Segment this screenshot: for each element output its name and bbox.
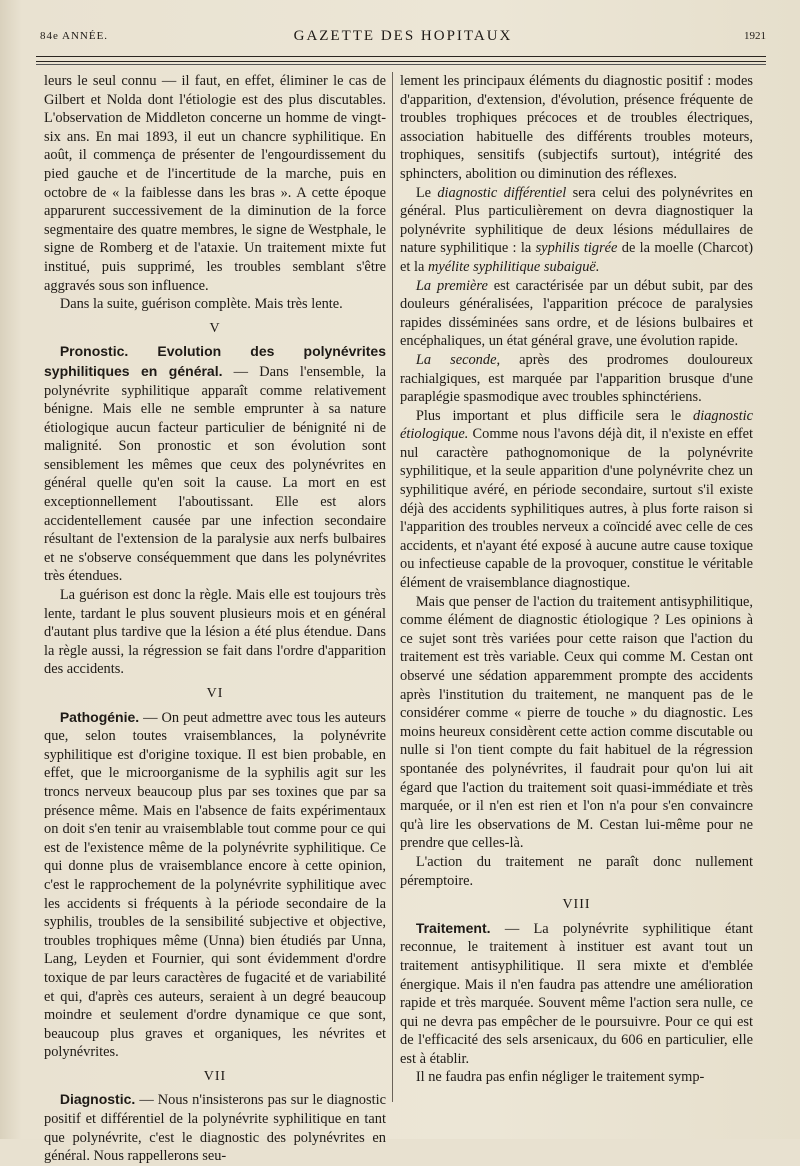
- italic-term: La première: [415, 277, 488, 294]
- paragraph: lement les principaux éléments du diagnostic positif : modes d'apparition, d'extension, d'évolution, présence fréquente de troubles trophiques précoces et de troubles électriques, association habituelle des différents troubles moteurs, trophiques, sensitifs (subjectifs surtout), intégrité des sphincters, abolition ou diminution des réflexes.: [400, 73, 753, 182]
- header-rule: [36, 56, 766, 62]
- paragraph-text: — Nous n'insisterons pas sur le diagnostic positif et différentiel de la polynévrite syphilitique en tant que polynévrite, c'est le diagnostic des polynévrites en général. Nous rappellerons seu-: [44, 1092, 386, 1165]
- section-heading: Diagnostic.: [59, 1091, 136, 1108]
- text: sera celui des polynévrites en général. Plus particulièrement on devra diagnostiquer la polynévrite syphilitique de deux lésions médullaires de nature syphilitique : la: [400, 184, 753, 257]
- section-paragraph: [400, 919, 753, 1069]
- section-heading: Traitement.: [415, 919, 491, 936]
- section-number: VI: [206, 686, 224, 701]
- section-paragraph: [44, 708, 386, 1062]
- paragraph: [400, 277, 753, 351]
- section-heading: Pathogénie.: [59, 708, 140, 725]
- section-heading: Pronostic. Evolution des polynévrites syphilitiques en général.: [44, 343, 386, 379]
- paragraph: [400, 407, 753, 593]
- italic-term: myélite syphilitique subaiguë.: [427, 258, 600, 275]
- section-number: VIII: [562, 897, 591, 913]
- text: , après des prodromes douloureux rachialgiques, est marquée par l'apparition brusque d'une paraplégie spasmodique avec troubles sphinctériens.: [400, 351, 753, 406]
- issue-year: 84e ANNÉE.: [40, 30, 109, 42]
- paragraph: leurs le seul connu — il faut, en effet, éliminer le cas de Gilbert et Nolda dont l'étiologie est des plus discutables. L'observation de Middleton concerne un homme de vingt-six ans. En mai 1893, il eut un chancre syphilitique. En août, il commença de présenter de l'engourdissement du pied gauche et de l'incertitude de la marche, puis en octobre de « la faiblesse dans les bras ». A cette époque apparurent successivement de la diminution de la force segmentaire des quatre membres, le signe de Westphale, le signe de Romberg et de l'ataxie. Un traitement mixte fut institué, puis supprimé, les troubles semblant s'être aggravés sous son influence.: [44, 73, 386, 294]
- paragraph: L'action du traitement ne paraît donc nullement péremptoire.: [400, 853, 753, 889]
- text: est caractérisée par un début subit, par des douleurs généralisées, l'apparition précoce de paralysies rapides disséminées sans ordre, et de lésions bulbaires et encéphaliques, un état général grave, une évolution rapide.: [400, 277, 753, 350]
- section-number: VII: [203, 1068, 227, 1084]
- text: Comme nous l'avons déjà dit, il n'existe en effet nul caractère pathognomonique de la polynévrite syphilitique, et la seule apparition d'une polynévrite chez un syphilitique avéré, en période secondaire, surtout s'il existe déjà des accidents syphilitiques autres, à plus forte raison si l'apparition des troubles nerveux a coïncidé avec celle de ces accidents, et n'ayant été exposé à aucune autre cause toxique ou infectieuse capable de la provoquer, constitue le véritable élément de vraisemblance diagnostique.: [400, 426, 753, 592]
- paragraph-text: — La polynévrite syphilitique étant reconnue, le traitement à instituer est avant tout un traitement antisyphilitique. Il sera mixte et d'emblée énergique. Mais il n'en faudra pas attendre une amélioration rapide et très marquée. Souvent même l'action sera nulle, ce qui ne devra pas empêcher de le poursuivre. Pour ce qui est de l'efficacité des sels arsenicaux, du 606 en particulier, elle est à établir.: [400, 920, 753, 1067]
- publication-title: GAZETTE DES HOPITAUX: [293, 28, 513, 44]
- italic-term: La seconde: [415, 351, 497, 368]
- paragraph: [400, 351, 753, 407]
- section-paragraph: [44, 342, 386, 586]
- paragraph-text: — Dans l'ensemble, la polynévrite syphilitique apparaît comme relativement bénigne. Mais elle ne semble emprunter à sa nature étiologique aucun facteur particulier de bénignité ni de malignité. Son pronostic et son évolution sont sensiblement les mêmes que ceux des polynévrites en général quelle qu'en soit la cause. La mort en est exceptionnellement l'aboutissant. Elle est alors accidentellement causée par une infection secondaire résultant de l'extension de la paralysie aux nerfs bulbaires et ne s'observe conséquemment que dans les polynévrites très étendues.: [44, 363, 386, 585]
- italic-term: diagnostic étiologique.: [400, 407, 753, 443]
- text: Plus important et plus difficile sera le: [415, 407, 694, 424]
- page-header: [40, 28, 766, 50]
- left-column: [44, 72, 386, 1166]
- section-paragraph: [44, 1090, 386, 1165]
- paragraph: [400, 184, 753, 277]
- paragraph: Il ne faudra pas enfin négliger le traitement symp-: [415, 1069, 705, 1086]
- italic-term: syphilis tigrée: [535, 240, 618, 257]
- right-column: [400, 72, 753, 1087]
- text: Le: [415, 184, 438, 201]
- page-year: 1921: [744, 30, 766, 42]
- paragraph: Dans la suite, guérison complète. Mais très lente.: [59, 296, 343, 313]
- paragraph: La guérison est donc la règle. Mais elle est toujours très lente, tardant le plus souvent plusieurs mois et en général d'autant plus tardive que la lésion a été plus étendue. Dans la règle aussi, la régression se fait dans l'ordre d'apparition des accidents.: [44, 587, 386, 678]
- paragraph: Mais que penser de l'action du traitement antisyphilitique, comme élément de diagnostic étiologique ? Les opinions à ce sujet sont très variées pour cette raison que l'action du traitement est très variable. Ceux qui comme M. Cestan ont observé une sédation apparemment prompte des accidents après l'institution du traitement, ne manquent pas de le considérer comme « pierre de touche » du diagnostic. Les moins heureux considèrent cette action comme discutable ou nulle si l'on tient compte du fait habituel de la régression spontanée des polynévrites, il faudrait pour qu'on lui ait égard que l'action du traitement soit quasi-immédiate et très marquée, or il n'en est rien et l'on n'a pour s'en convaincre qu'à lire les observations de M. Cestan lui-même pour ne prendre que celles-là.: [400, 593, 753, 852]
- header-rule-thin: [36, 64, 766, 65]
- paragraph-text: — On peut admettre avec tous les auteurs que, selon toutes vraisemblances, la polynévrite syphilitique est d'origine toxique. Il est bien probable, en effet, que le microorganisme de la syphilis agit sur les troncs nerveux beaucoup plus par ses toxines que par sa présence même. Mais en l'absence de faits expérimentaux on doit s'en tenir au vraisemblable tout comme pour ce qui est de l'existence même de la polynévrite syphilitique. Ce qui donne plus de vraisemblance encore à cette opinion, c'est le rapprochement de la polynévrite syphilitique avec les accidents si fréquents à la période secondaire de la syphilis, troubles de la sensibilité subjective et objective, troubles trophiques même (Unna) bien étudiés par Unna, Lang, Leyden et Fournier, qui sont évidemment d'ordre toxique de par leurs caractères de fugacité et de variabilité et qui, d'après ces auteurs, seraient à un degré beaucoup moindre et seulement d'ordre dynamique ce que sont, beaucoup plus graves et organiques, les névrites et polynévrites.: [44, 709, 386, 1061]
- text: de la moelle (Charcot) et la: [400, 240, 753, 275]
- italic-term: diagnostic différentiel: [437, 184, 567, 201]
- section-number: V: [209, 320, 221, 336]
